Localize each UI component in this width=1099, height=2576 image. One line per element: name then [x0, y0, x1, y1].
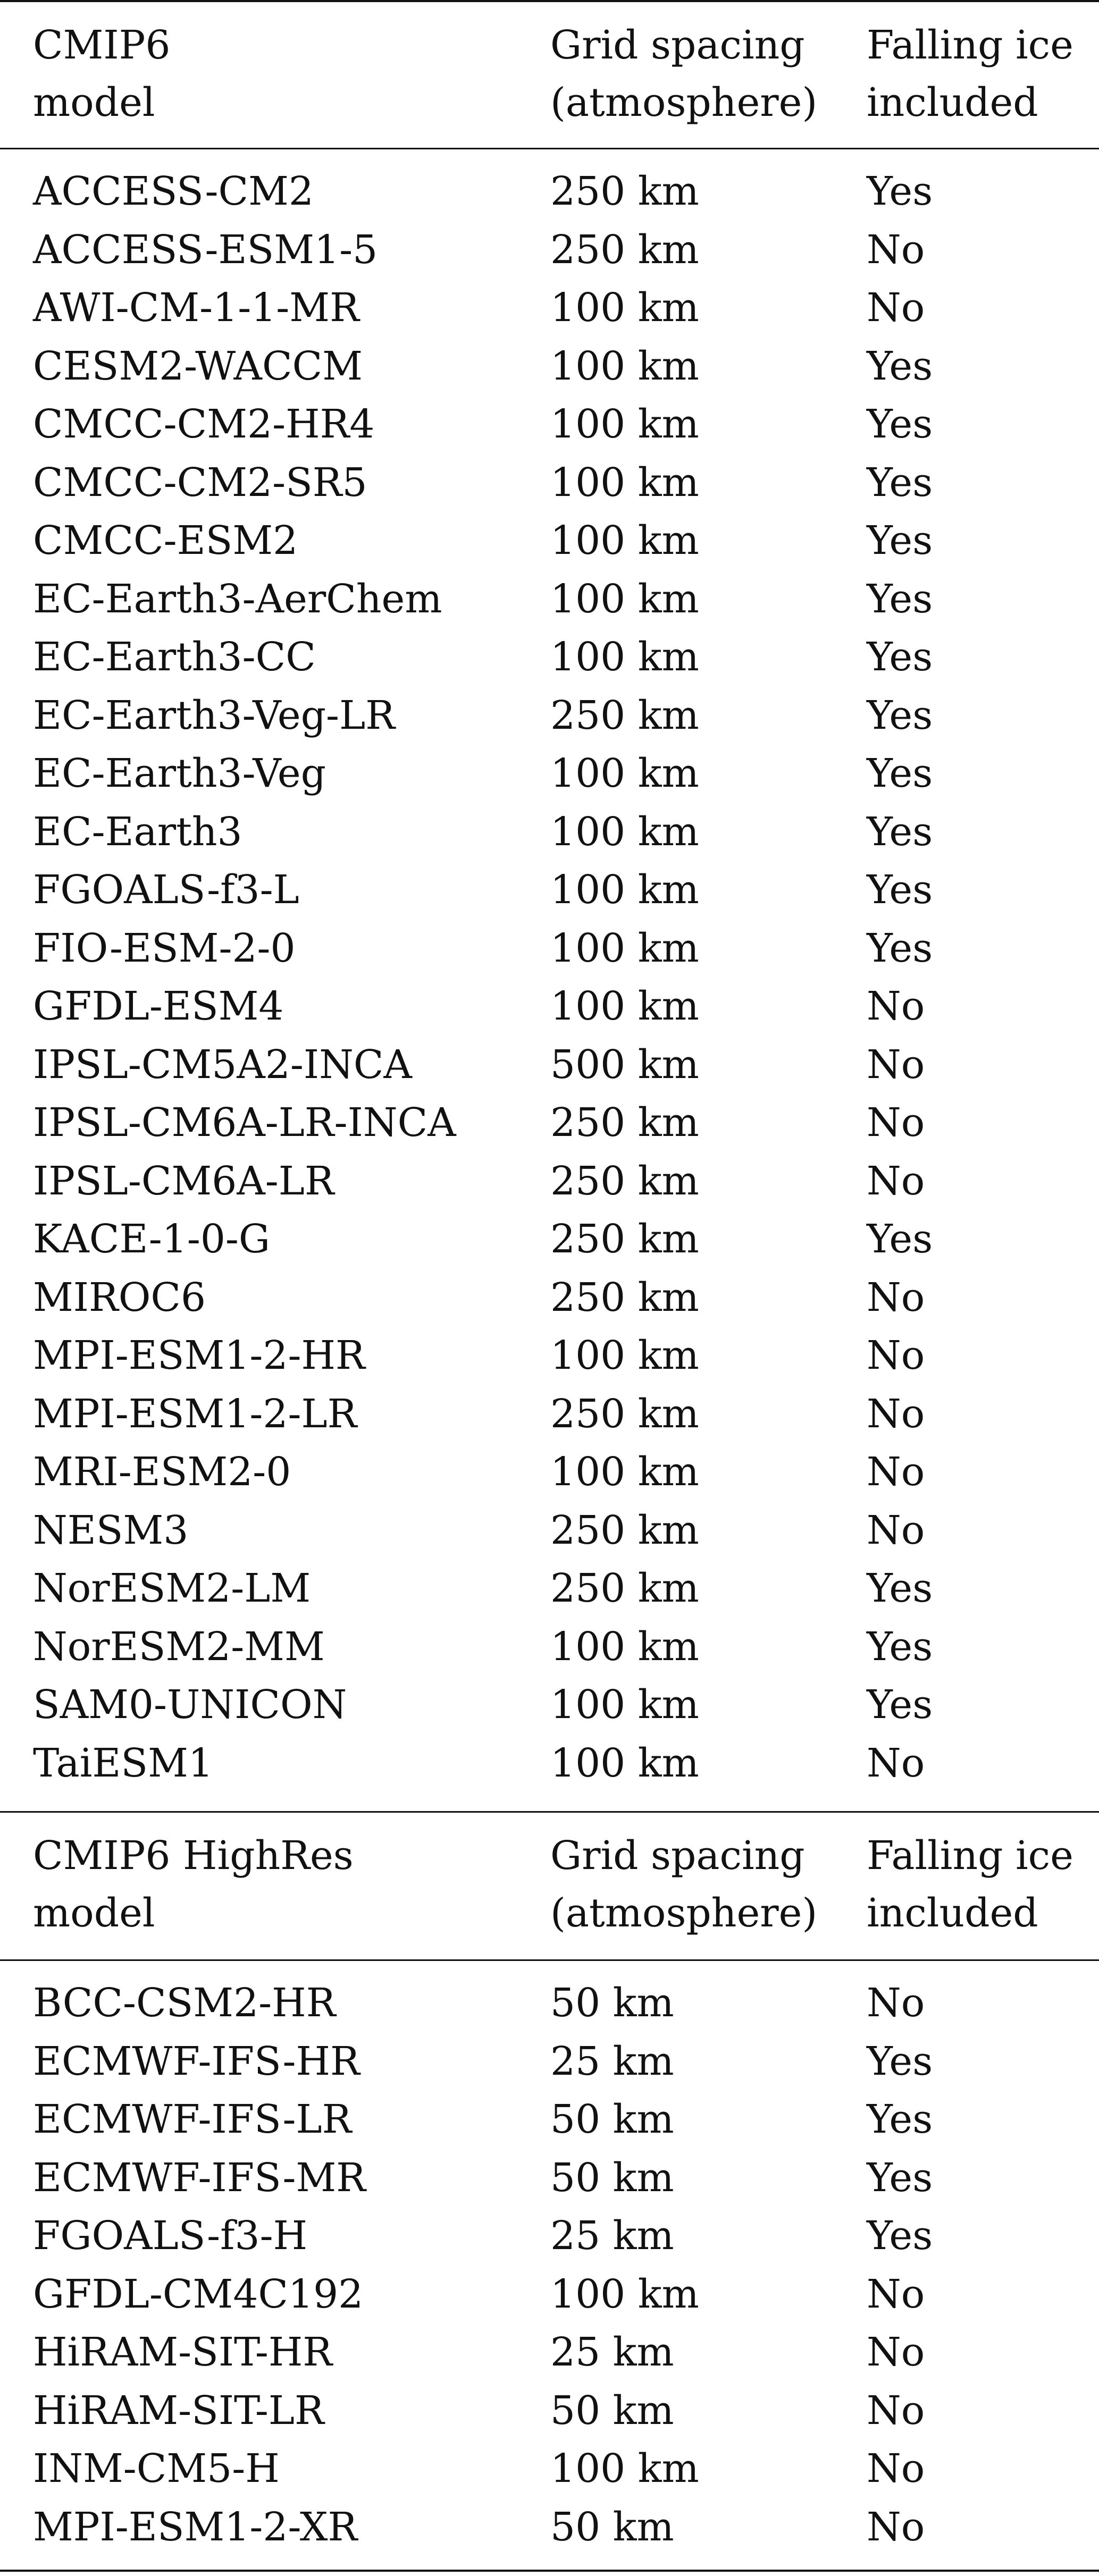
grid-spacing-cell: 250 km: [550, 1507, 699, 1553]
cmip6-grid-header-line1: Grid spacing: [550, 22, 805, 68]
model-cell: MRI-ESM2-0: [33, 1449, 291, 1495]
cmip6-ice-header: [867, 16, 1073, 131]
table-row: [0, 2091, 1099, 2149]
model-cell: IPSL-CM6A-LR-INCA: [33, 1100, 456, 1146]
table-row: [0, 454, 1099, 512]
grid-spacing-cell: 250 km: [550, 1158, 699, 1204]
table-row: [0, 745, 1099, 803]
table-row: [0, 1560, 1099, 1618]
cmip6-header-row: [0, 3, 1099, 125]
falling-ice-cell: Yes: [867, 634, 933, 680]
table-row: [0, 1385, 1099, 1444]
model-cell: MPI-ESM1-2-LR: [33, 1391, 357, 1437]
table-row: [0, 628, 1099, 687]
highres-model-header-line2: model: [33, 1890, 155, 1936]
model-cell: ECMWF-IFS-HR: [33, 2038, 360, 2084]
grid-spacing-cell: 250 km: [550, 169, 699, 214]
model-cell: MIROC6: [33, 1274, 206, 1320]
grid-spacing-cell: 100 km: [550, 459, 699, 506]
falling-ice-cell: No: [867, 1507, 925, 1553]
falling-ice-cell: No: [867, 1980, 925, 2026]
falling-ice-cell: No: [867, 1100, 925, 1146]
model-cell: FGOALS-f3-L: [33, 867, 299, 913]
grid-spacing-cell: 100 km: [550, 634, 699, 680]
table-row: [0, 2149, 1099, 2208]
grid-spacing-cell: 100 km: [550, 576, 699, 622]
falling-ice-cell: No: [867, 1041, 925, 1088]
model-cell: ECMWF-IFS-MR: [33, 2154, 366, 2201]
grid-spacing-cell: 50 km: [550, 2504, 674, 2550]
falling-ice-cell: Yes: [867, 576, 933, 622]
table-row: [0, 861, 1099, 920]
table-row: [0, 395, 1099, 454]
highres-model-header-line1: CMIP6 HighRes: [33, 1833, 354, 1879]
table-row: [0, 2266, 1099, 2324]
grid-spacing-cell: 25 km: [550, 2329, 674, 2375]
falling-ice-cell: Yes: [867, 343, 933, 389]
model-cell: EC-Earth3-Veg: [33, 751, 326, 796]
table-row: [0, 1094, 1099, 1152]
grid-spacing-cell: 100 km: [550, 1333, 699, 1378]
model-cell: ECMWF-IFS-LR: [33, 2097, 352, 2142]
highres-grid-header-line1: Grid spacing: [550, 1833, 805, 1879]
grid-spacing-cell: 250 km: [550, 1274, 699, 1320]
cmip6-model-header-line2: model: [33, 80, 155, 125]
falling-ice-cell: Yes: [867, 2154, 933, 2201]
table-bottom-rule: [0, 2570, 1099, 2572]
falling-ice-cell: Yes: [867, 169, 933, 214]
table-row: [0, 1502, 1099, 1560]
falling-ice-cell: Yes: [867, 867, 933, 913]
grid-spacing-cell: 100 km: [550, 401, 699, 447]
grid-spacing-cell: 50 km: [550, 2387, 674, 2434]
model-cell: CMCC-CM2-HR4: [33, 401, 375, 447]
table-row: [0, 1269, 1099, 1327]
falling-ice-cell: No: [867, 2504, 925, 2550]
falling-ice-cell: Yes: [867, 692, 933, 738]
falling-ice-cell: No: [867, 1333, 925, 1378]
table-row: [0, 1327, 1099, 1385]
highres-grid-header-line2: (atmosphere): [550, 1890, 818, 1936]
highres-ice-header: [867, 1827, 1073, 1942]
falling-ice-cell: No: [867, 2387, 925, 2434]
model-cell: ACCESS-ESM1-5: [33, 226, 378, 273]
table-row: [0, 163, 1099, 221]
model-cell: MPI-ESM1-2-HR: [33, 1333, 365, 1378]
table-row: [0, 687, 1099, 745]
model-cell: SAM0-UNICON: [33, 1682, 347, 1728]
model-cell: GFDL-CM4C192: [33, 2271, 364, 2317]
grid-spacing-cell: 100 km: [550, 751, 699, 796]
grid-spacing-cell: 100 km: [550, 1449, 699, 1495]
highres-ice-header-line1: Falling ice: [867, 1833, 1073, 1879]
highres-header-row: [0, 1814, 1099, 1936]
model-cell: HiRAM-SIT-LR: [33, 2387, 324, 2434]
falling-ice-cell: Yes: [867, 1623, 933, 1670]
falling-ice-cell: No: [867, 1449, 925, 1495]
grid-spacing-cell: 100 km: [550, 983, 699, 1029]
falling-ice-cell: No: [867, 983, 925, 1029]
falling-ice-cell: No: [867, 2271, 925, 2317]
falling-ice-cell: No: [867, 2446, 925, 2491]
grid-spacing-cell: 100 km: [550, 809, 699, 855]
falling-ice-cell: No: [867, 1391, 925, 1437]
table-row: [0, 221, 1099, 280]
falling-ice-cell: Yes: [867, 2038, 933, 2084]
table-row: [0, 1443, 1099, 1502]
falling-ice-cell: Yes: [867, 401, 933, 447]
model-cell: INM-CM5-H: [33, 2446, 280, 2491]
table-row: [0, 1618, 1099, 1677]
falling-ice-cell: No: [867, 1740, 925, 1786]
grid-spacing-cell: 50 km: [550, 1980, 674, 2026]
model-cell: CMCC-CM2-SR5: [33, 459, 367, 506]
grid-spacing-cell: 100 km: [550, 285, 699, 331]
model-cell: NorESM2-MM: [33, 1623, 325, 1670]
model-cell: IPSL-CM6A-LR: [33, 1158, 334, 1204]
model-cell: NESM3: [33, 1507, 189, 1553]
model-cell: CESM2-WACCM: [33, 343, 363, 389]
cmip6-header-rule: [0, 148, 1099, 149]
model-cell: ACCESS-CM2: [33, 169, 314, 214]
falling-ice-cell: Yes: [867, 459, 933, 506]
grid-spacing-cell: 100 km: [550, 1740, 699, 1786]
grid-spacing-cell: 100 km: [550, 1623, 699, 1670]
grid-spacing-cell: 100 km: [550, 2446, 699, 2491]
table-top-rule: [0, 0, 1099, 2]
highres-ice-header-line2: included: [867, 1890, 1038, 1936]
model-cell: CMCC-ESM2: [33, 518, 298, 563]
table-row: [0, 2498, 1099, 2557]
grid-spacing-cell: 250 km: [550, 1391, 699, 1437]
model-cell: NorESM2-LM: [33, 1565, 311, 1611]
table-row: [0, 920, 1099, 978]
table-row: [0, 1210, 1099, 1269]
falling-ice-cell: Yes: [867, 1682, 933, 1728]
falling-ice-cell: Yes: [867, 925, 933, 971]
grid-spacing-cell: 250 km: [550, 1565, 699, 1611]
model-cell: BCC-CSM2-HR: [33, 1980, 336, 2026]
falling-ice-cell: No: [867, 226, 925, 273]
model-cell: IPSL-CM5A2-INCA: [33, 1041, 412, 1088]
falling-ice-cell: Yes: [867, 751, 933, 796]
highres-model-header: [33, 1827, 354, 1942]
grid-spacing-cell: 100 km: [550, 343, 699, 389]
table-row: [0, 978, 1099, 1036]
model-cell: EC-Earth3-CC: [33, 634, 316, 680]
table-row: [0, 2207, 1099, 2266]
grid-spacing-cell: 25 km: [550, 2213, 674, 2259]
table-row: [0, 2440, 1099, 2498]
falling-ice-cell: Yes: [867, 2213, 933, 2259]
grid-spacing-cell: 250 km: [550, 1100, 699, 1146]
cmip6-model-header: [33, 16, 171, 131]
grid-spacing-cell: 50 km: [550, 2097, 674, 2142]
falling-ice-cell: Yes: [867, 809, 933, 855]
cmip6-ice-header-line2: included: [867, 80, 1038, 125]
falling-ice-cell: No: [867, 2329, 925, 2375]
grid-spacing-cell: 100 km: [550, 925, 699, 971]
cmip6-grid-header-line2: (atmosphere): [550, 80, 818, 125]
grid-spacing-cell: 500 km: [550, 1041, 699, 1088]
grid-spacing-cell: 250 km: [550, 226, 699, 273]
table-row: [0, 1735, 1099, 1793]
model-cell: TaiESM1: [33, 1740, 213, 1786]
model-cell: MPI-ESM1-2-XR: [33, 2504, 358, 2550]
cmip6-ice-header-line1: Falling ice: [867, 22, 1073, 68]
model-cell: EC-Earth3-AerChem: [33, 576, 442, 622]
table-row: [0, 1152, 1099, 1211]
model-cell: EC-Earth3: [33, 809, 242, 855]
falling-ice-cell: Yes: [867, 1216, 933, 1262]
grid-spacing-cell: 50 km: [550, 2154, 674, 2201]
grid-spacing-cell: 250 km: [550, 692, 699, 738]
cmip6-model-header-line1: CMIP6: [33, 22, 171, 68]
table-row: [0, 2033, 1099, 2091]
table-row: [0, 1036, 1099, 1095]
table-row: [0, 279, 1099, 338]
falling-ice-cell: No: [867, 1274, 925, 1320]
table-row: [0, 2382, 1099, 2440]
grid-spacing-cell: 100 km: [550, 1682, 699, 1728]
highres-header-rule: [0, 1959, 1099, 1961]
grid-spacing-cell: 250 km: [550, 1216, 699, 1262]
grid-spacing-cell: 25 km: [550, 2038, 674, 2084]
grid-spacing-cell: 100 km: [550, 518, 699, 563]
table-row: [0, 1974, 1099, 2033]
model-cell: FGOALS-f3-H: [33, 2213, 308, 2259]
highres-grid-header: [550, 1827, 817, 1942]
table-row: [0, 1676, 1099, 1735]
section-divider-rule: [0, 1811, 1099, 1813]
model-cell: KACE-1-0-G: [33, 1216, 271, 1262]
model-cell: HiRAM-SIT-HR: [33, 2329, 333, 2375]
model-cell: EC-Earth3-Veg-LR: [33, 692, 395, 738]
table-row: [0, 338, 1099, 396]
highres-table-body: [0, 1974, 1099, 2556]
table-row: [0, 2324, 1099, 2382]
table-row: [0, 512, 1099, 570]
grid-spacing-cell: 100 km: [550, 2271, 699, 2317]
falling-ice-cell: No: [867, 1158, 925, 1204]
model-cell: AWI-CM-1-1-MR: [33, 285, 359, 331]
cmip6-table-body: [0, 163, 1099, 1792]
table-row: [0, 803, 1099, 862]
falling-ice-cell: Yes: [867, 1565, 933, 1611]
grid-spacing-cell: 100 km: [550, 867, 699, 913]
model-cell: FIO-ESM-2-0: [33, 925, 296, 971]
falling-ice-cell: Yes: [867, 2097, 933, 2142]
falling-ice-cell: Yes: [867, 518, 933, 563]
table-row: [0, 570, 1099, 629]
falling-ice-cell: No: [867, 285, 925, 331]
cmip6-grid-header: [550, 16, 817, 131]
model-cell: GFDL-ESM4: [33, 983, 284, 1029]
